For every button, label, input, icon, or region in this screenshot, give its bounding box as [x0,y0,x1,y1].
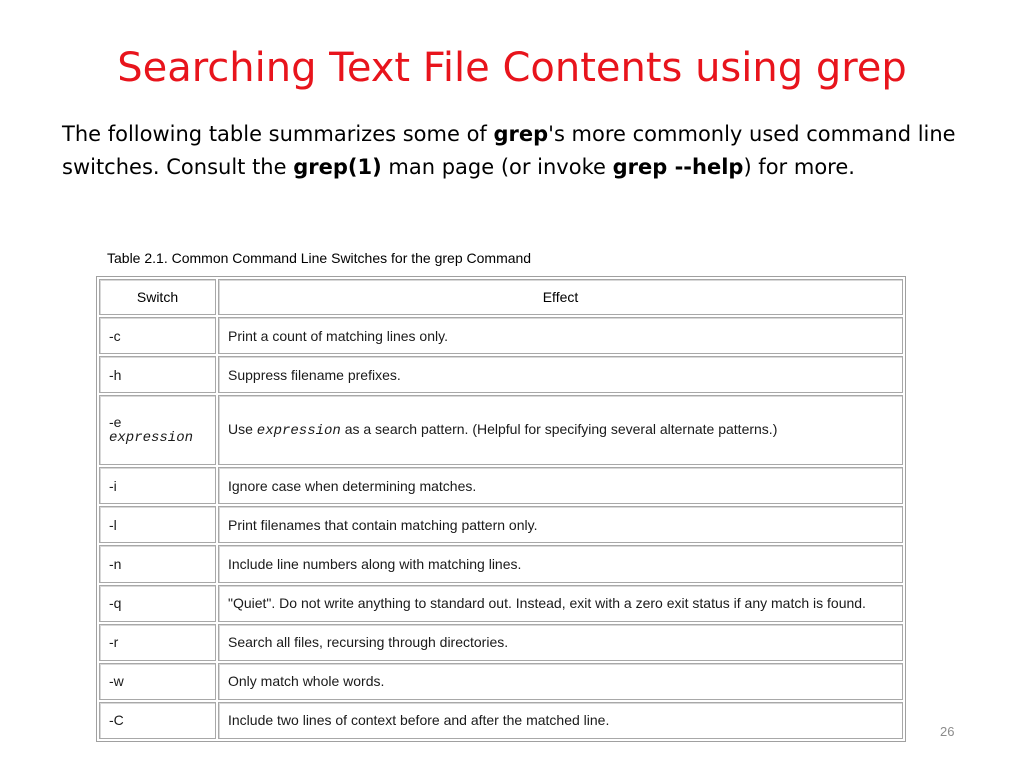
switch-cell: -l [99,506,216,543]
switch-cell: -i [99,467,216,504]
switch-cell: -n [99,545,216,582]
page-number: 26 [940,724,955,739]
switch-argument: expression [109,430,194,447]
switch-cell: -q [99,585,216,622]
effect-cell: "Quiet". Do not write anything to standard out. Instead, exit with a zero exit status if any match is found. [218,585,903,622]
intro-text: The following table summarizes some of [62,122,494,146]
effect-code: expression [256,423,341,440]
table-row [99,506,903,543]
switch-cell: -C [99,702,216,739]
intro-help-command: grep --help [612,155,744,179]
switches-table [97,277,905,741]
effect-prefix: Use [228,421,257,438]
switch-cell [99,395,216,465]
switches-table-frame [96,276,906,742]
header-effect: Effect [218,279,903,315]
switch-cell: -h [99,356,216,393]
header-switch: Switch [99,279,216,315]
table-row [99,317,903,354]
effect-cell: Only match whole words. [218,663,903,700]
intro-man-page-ref: grep(1) [293,155,382,179]
table-row [99,702,903,739]
effect-cell: Suppress filename prefixes. [218,356,903,393]
intro-paragraph [62,118,967,184]
intro-text: ) for more. [743,155,855,179]
table-row [99,467,903,504]
switch-cell: -c [99,317,216,354]
table-row [99,585,903,622]
effect-cell: Print a count of matching lines only. [218,317,903,354]
effect-cell [218,395,903,465]
intro-grep-keyword: grep [493,122,549,146]
effect-cell: Include line numbers along with matching lines. [218,545,903,582]
switch-cell: -r [99,624,216,661]
effect-cell: Search all files, recursing through directories. [218,624,903,661]
switch-flag: -e [109,414,122,431]
effect-cell: Print filenames that contain matching pattern only. [218,506,903,543]
table-row [99,395,903,465]
table-row [99,663,903,700]
switch-cell: -w [99,663,216,700]
effect-cell: Ignore case when determining matches. [218,467,903,504]
effect-cell: Include two lines of context before and after the matched line. [218,702,903,739]
table-header-row [99,279,903,315]
table-caption: Table 2.1. Common Command Line Switches for the grep Command [107,250,532,266]
intro-text: man page (or invoke [381,155,613,179]
intro-text: 's more commonly used command line switches. Consult the [62,122,956,179]
slide-title: Searching Text File Contents using grep [117,45,907,91]
table-row [99,545,903,582]
table-row [99,356,903,393]
table-row [99,624,903,661]
effect-text: as a search pattern. (Helpful for specifying several alternate patterns.) [340,421,778,438]
